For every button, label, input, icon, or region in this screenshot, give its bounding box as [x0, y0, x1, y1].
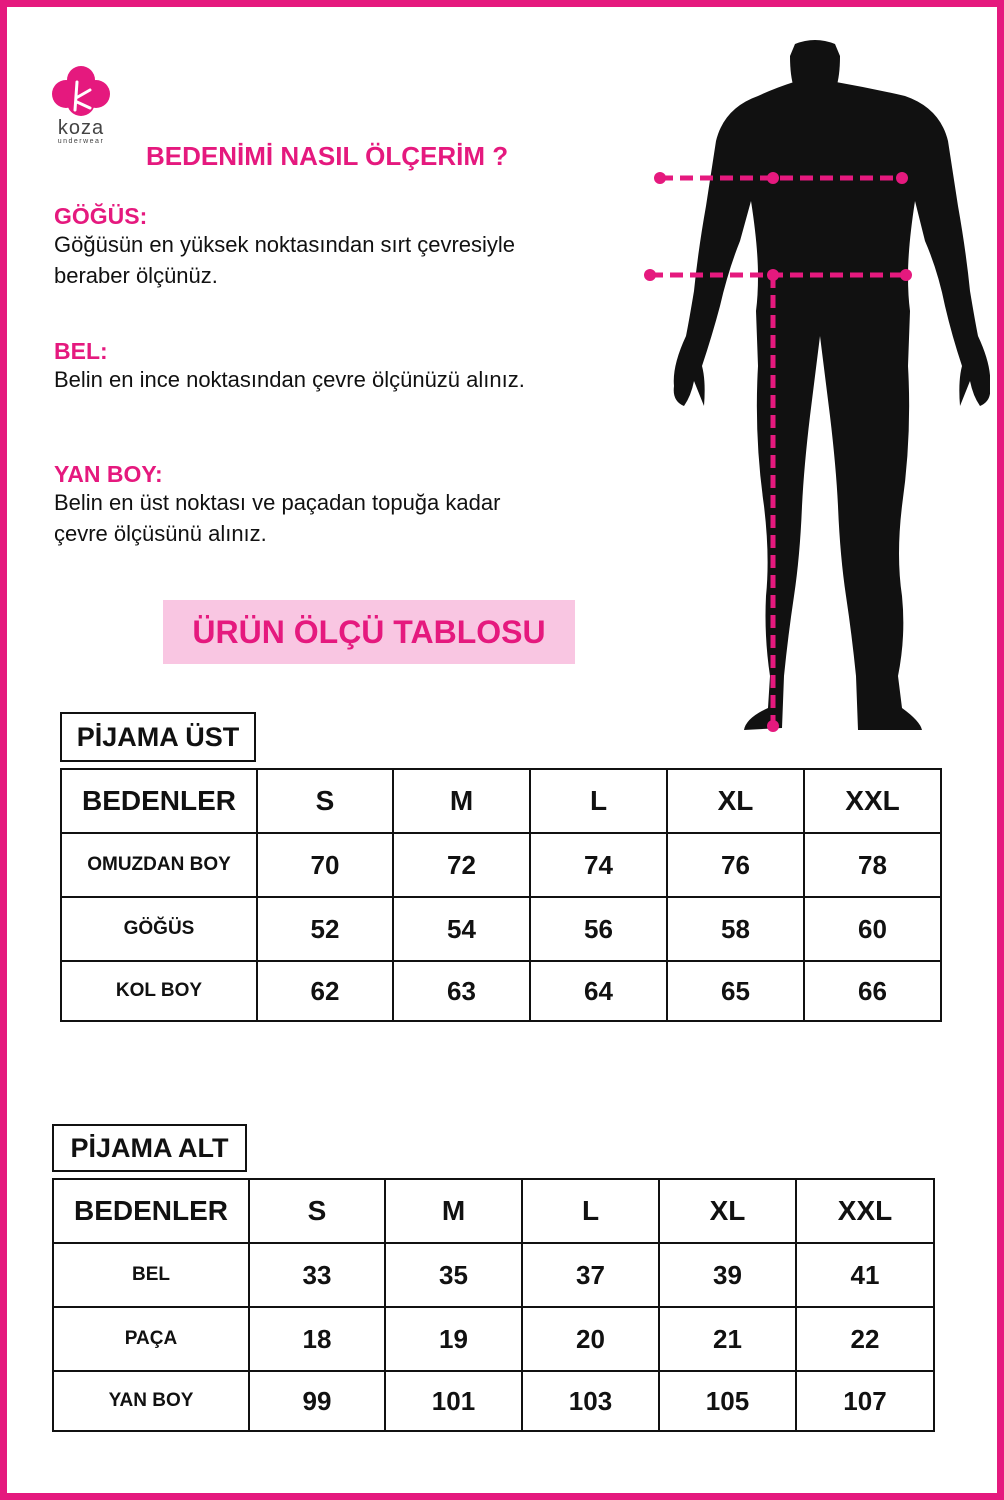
- header-cell: M: [385, 1179, 522, 1243]
- header-cell: S: [249, 1179, 385, 1243]
- row-label: GÖĞÜS: [61, 897, 257, 961]
- table-cell: 58: [667, 897, 804, 961]
- header-cell: XL: [667, 769, 804, 833]
- table-cell: 52: [257, 897, 393, 961]
- table-cell: 22: [796, 1307, 934, 1371]
- table-label-bottom: PİJAMA ALT: [52, 1124, 247, 1172]
- table-cell: 35: [385, 1243, 522, 1307]
- section-line: Belin en üst noktası ve paçadan topuğa kadar: [54, 490, 501, 515]
- table-cell: 64: [530, 961, 667, 1021]
- body-silhouette-icon: [640, 36, 990, 746]
- section-title-side-length: YAN BOY:: [54, 461, 163, 487]
- row-label: PAÇA: [53, 1307, 249, 1371]
- table-cell: 101: [385, 1371, 522, 1431]
- table-header-row: [53, 1179, 934, 1243]
- table-cell: 70: [257, 833, 393, 897]
- header-cell: L: [522, 1179, 659, 1243]
- table-row: [61, 961, 941, 1021]
- section-title-chest: GÖĞÜS:: [54, 203, 148, 229]
- table-cell: 66: [804, 961, 941, 1021]
- header-cell: BEDENLER: [61, 769, 257, 833]
- row-label: KOL BOY: [61, 961, 257, 1021]
- table-cell: 78: [804, 833, 941, 897]
- table-cell: 63: [393, 961, 530, 1021]
- section-line: beraber ölçünüz.: [54, 263, 218, 288]
- table-cell: 107: [796, 1371, 934, 1431]
- header-cell: BEDENLER: [53, 1179, 249, 1243]
- row-label: YAN BOY: [53, 1371, 249, 1431]
- silhouette: [674, 40, 990, 730]
- header-cell: S: [257, 769, 393, 833]
- header-cell: XXL: [804, 769, 941, 833]
- section-text-side-length: [54, 487, 614, 549]
- table-cell: 41: [796, 1243, 934, 1307]
- section-line: Belin en ince noktasından çevre ölçünüzü alınız.: [54, 367, 525, 392]
- table-cell: 74: [530, 833, 667, 897]
- table-cell: 21: [659, 1307, 796, 1371]
- section-line: çevre ölçüsünü alınız.: [54, 521, 267, 546]
- cotton-flower-icon: [50, 64, 112, 120]
- table-cell: 54: [393, 897, 530, 961]
- table-label-top: PİJAMA ÜST: [60, 712, 256, 762]
- row-label: BEL: [53, 1243, 249, 1307]
- table-cell: 65: [667, 961, 804, 1021]
- table-cell: 56: [530, 897, 667, 961]
- row-label: OMUZDAN BOY: [61, 833, 257, 897]
- size-table-top: [60, 768, 942, 1022]
- section-text-waist: [54, 364, 614, 395]
- product-table-title: ÜRÜN ÖLÇÜ TABLOSU: [192, 613, 546, 650]
- header-cell: XXL: [796, 1179, 934, 1243]
- brand-logo: [50, 64, 112, 148]
- product-table-banner: [163, 600, 575, 664]
- table-row: [53, 1371, 934, 1431]
- table-cell: 33: [249, 1243, 385, 1307]
- table-cell: 37: [522, 1243, 659, 1307]
- table-row: [61, 897, 941, 961]
- table-header-row: [61, 769, 941, 833]
- table-cell: 60: [804, 897, 941, 961]
- section-title-waist: BEL:: [54, 338, 108, 364]
- table-cell: 19: [385, 1307, 522, 1371]
- brand-name: koza: [57, 117, 105, 139]
- table-cell: 62: [257, 961, 393, 1021]
- table-row: [53, 1243, 934, 1307]
- header-cell: XL: [659, 1179, 796, 1243]
- section-text-chest: [54, 229, 614, 291]
- section-line: Göğüsün en yüksek noktasından sırt çevresiyle: [54, 232, 516, 257]
- brand-tagline: underwear: [57, 138, 105, 145]
- table-row: [53, 1307, 934, 1371]
- table-cell: 39: [659, 1243, 796, 1307]
- table-cell: 20: [522, 1307, 659, 1371]
- table-cell: 76: [667, 833, 804, 897]
- table-cell: 105: [659, 1371, 796, 1431]
- page-title: BEDENİMİ NASIL ÖLÇERİM ?: [146, 141, 509, 171]
- table-row: [61, 833, 941, 897]
- size-table-bottom: [52, 1178, 935, 1432]
- table-cell: 72: [393, 833, 530, 897]
- header-cell: M: [393, 769, 530, 833]
- table-cell: 99: [249, 1371, 385, 1431]
- header-cell: L: [530, 769, 667, 833]
- table-cell: 18: [249, 1307, 385, 1371]
- table-cell: 103: [522, 1371, 659, 1431]
